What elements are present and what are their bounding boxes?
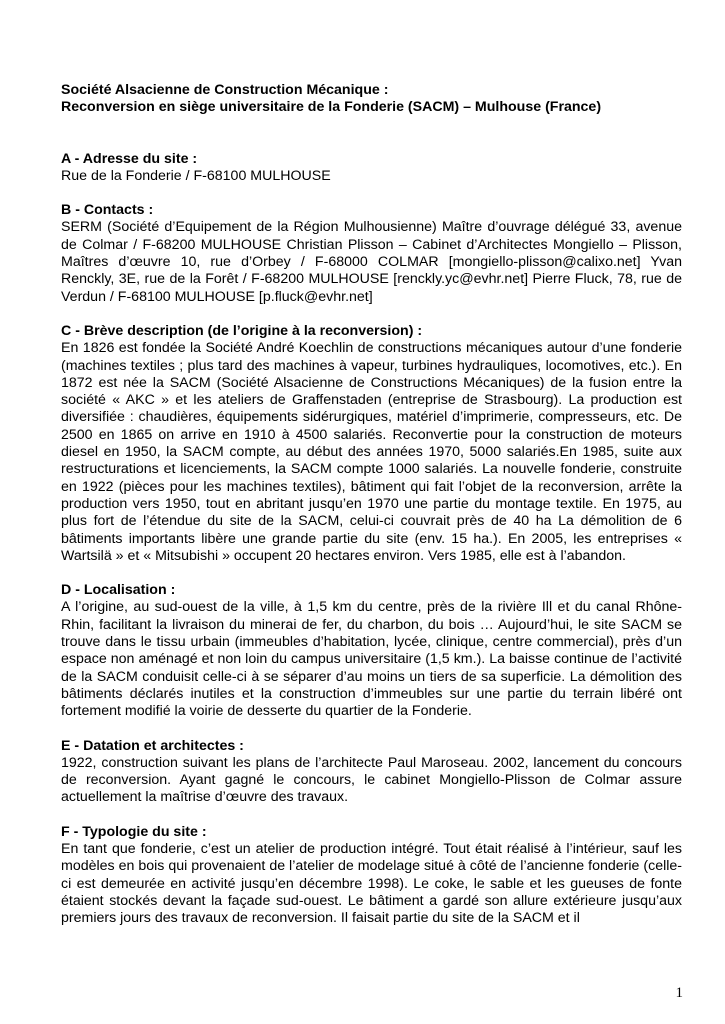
section-description [61,323,682,565]
section-heading: F - Typologie du site : [61,823,207,840]
section-location [61,582,682,720]
section-body: Rue de la Fonderie / F-68100 MULHOUSE [61,167,331,184]
page-number: 1 [675,985,683,1001]
document-title-line-1: Société Alsacienne de Construction Mécanique : [61,82,389,98]
section-address [61,151,682,186]
section-contacts [61,202,682,306]
section-body: 1922, construction suivant les plans de l’architecte Paul Maroseau. 2002, lancement du concours de reconversion. Ayant gagné le concours, le cabinet Mongiello-Plisson de Colmar assure actuellement la maîtrise d’œuvre des travaux. [61,754,682,806]
section-body: En 1826 est fondée la Société André Koechlin de constructions mécaniques autour d’une fonderie (machines textiles ; plus tard des machines à vapeur, turbines hydrauliques, locomotives, etc.). En 1872 est née la SACM (Société Alsacienne de Constructions Mécaniques) de la fusion entre la société « AKC » et les ateliers de Graffenstaden (entreprise de Strasbourg). La production est diversifiée : chaudières, équipements sidérurgiques, matériel d’imprimerie, compresseurs, etc. De 2500 en 1865 on arrive en 1910 à 4500 salariés. Reconvertie pour la construction de moteurs diesel en 1950, la SACM compte, au début des années 1970, 5000 salariés.En 1985, suite aux restructurations et licenciements, la SACM compte 1000 salariés. La nouvelle fonderie, construite en 1922 (pièces pour les machines textiles), bâtiment qui fait l’objet de la reconversion, arrête la production vers 1950, tout en abritant jusqu’en 1970 une partie du montage textile. En 1975, au plus fort de l’étendue du site de la SACM, celui-ci couvrait près de 40 ha La démolition de 6 bâtiments importants libère une grande partie du site (env. 15 ha.). En 2005, les entreprises « Wartsilä » et « Mitsubishi » occupent 20 hectares environ. Vers 1985, elle est à l’abandon. [61,340,682,564]
document-page [61,82,682,944]
section-heading: D - Localisation : [61,582,176,599]
section-heading: E - Datation et architectes : [61,737,244,754]
section-heading: A - Adresse du site : [61,150,198,167]
section-body: SERM (Société d’Equipement de la Région Mulhousienne) Maître d’ouvrage délégué 33, avenue de Colmar / F-68200 MULHOUSE Christian Plisson – Cabinet d’Architectes Mongiello – Plisson, Maîtres d’œuvre 10, rue d’Orbey / F-68000 COLMAR [mongiello-plisson@calixo.net] Yvan Renckly, 3E, rue de la Forêt / F-68200 MULHOUSE [renckly.yc@evhr.net] Pierre Fluck, 78, rue de Verdun / F-68100 MULHOUSE [p.fluck@evhr.net] [61,219,682,305]
document-title-line-2: Reconversion en siège universitaire de la Fonderie (SACM) – Mulhouse (France) [61,99,602,116]
section-body: A l’origine, au sud-ouest de la ville, à 1,5 km du centre, près de la rivière Ill et du canal Rhône-Rhin, facilitant la livraison du minerai de fer, du charbon, du bois … Aujourd’hui, le site SACM se trouve dans le tissu urbain (immeubles d’habitation, lycée, clinique, centre commercial), près d’un espace non aménagé et non loin du campus universitaire (1,5 km.). La baisse continue de l’activité de la SACM conduisit celle-ci à se séparer d’au moins un tiers de sa superficie. La démolition des bâtiments déclarés inutiles et la construction d’immeubles sur une partie du terrain libéré ont fortement modifié la voirie de desserte du quartier de la Fonderie. [61,599,682,720]
section-heading: B - Contacts : [61,202,154,219]
title-block [61,82,682,117]
section-body: En tant que fonderie, c’est un atelier de production intégré. Tout était réalisé à l’intérieur, sauf les modèles en bois qui provenaient de l’atelier de modelage situé à côté de l’ancienne fonderie (celle-ci est demeurée en activité jusqu’en décembre 1998). Le coke, le sable et les gueuses de fonte étaient stockés devant la façade sud-ouest. Le bâtiment a gardé son allure extérieure jusqu’aux premiers jours des travaux de reconversion. Il faisait partie du site de la SACM et il [61,840,682,927]
section-typology [61,824,682,928]
section-dating [61,738,682,807]
section-heading: C - Brève description (de l’origine à la reconversion) : [61,322,423,339]
